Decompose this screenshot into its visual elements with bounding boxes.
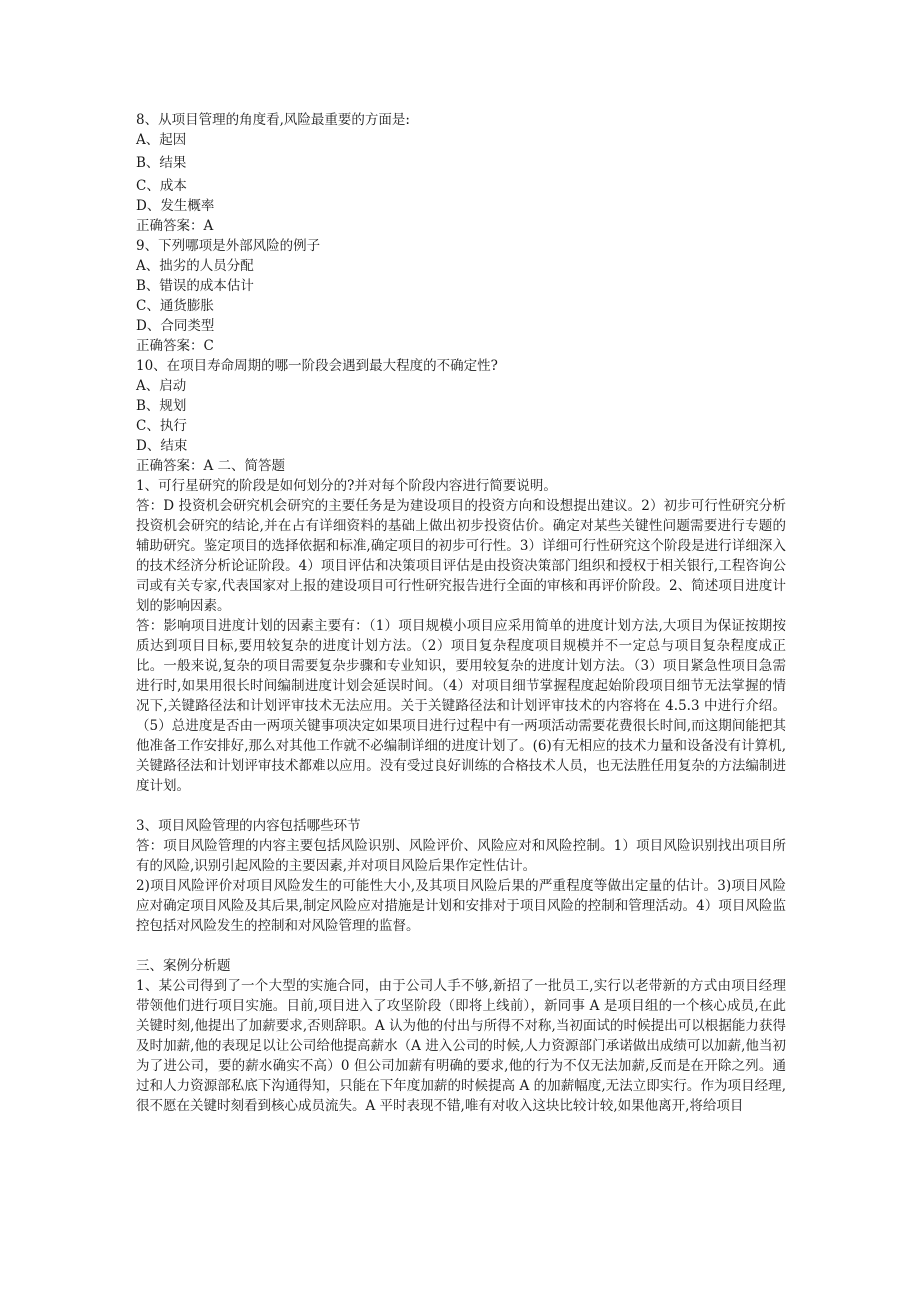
- spacer: [136, 936, 786, 956]
- q8-option-b: B、结果: [136, 155, 187, 171]
- q8-answer: 正确答案：A: [136, 218, 214, 234]
- question-9: 9、下列哪项是外部风险的例子: [136, 238, 321, 254]
- q10-answer: 正确答案：A 二、简答题: [136, 458, 286, 474]
- short-answer-2: 答：影响项目进度计划的因素主要有：（1）项目规模小项目应采用简单的进度计划方法,大项目为保证按期按质达到项目目标,要用较复杂的进度计划方法。（2）项目复杂程度项目规模并不一定总与项目复杂程度成正比。一般来说,复杂的项目需要复杂步骤和专业知识，要用较复杂的进度计划方法。（3）项目紧急性项目急需进行时,如果用很长时间编制进度计划会延误时间。（4）对项目细节掌握程度起始阶段项目细节无法掌握的情况下,关键路径法和计划评审技术无法应用。关于关键路径法和计划评审技术的内容将在 4.5.3 中进行介绍。（5）总进度是否由一两项关键事项决定如果项目进行过程中有一两项活动需要花费很长时间,而这期间能把其他准备工作安排好,那么对其他工作就不必编制详细的进度计划了。(6)有无相应的技术力量和设备没有计算机,关键路径法和计划评审技术都难以应用。没有受过良好训练的合格技术人员，也无法胜任用复杂的方法编制进度计划。: [136, 618, 786, 794]
- short-answer-3-part-1: 答：项目风险管理的内容主要包括风险识别、风险评价、风险应对和风险控制。1）项目风险识别找出项目所有的风险,识别引起风险的主要因素,并对项目风险后果作定性估计。: [136, 838, 786, 874]
- q10-option-b: B、规划: [136, 398, 187, 414]
- question-10: 10、在项目寿命周期的哪一阶段会遇到最大程度的不确定性?: [136, 358, 498, 374]
- q8-option-c: C、成本: [136, 178, 187, 194]
- question-8: 8、从项目管理的角度看,风险最重要的方面是:: [136, 112, 410, 128]
- case-analysis-heading: 三、案例分析题: [136, 958, 231, 974]
- short-question-1: 1、可行星研究的阶段是如何划分的?并对每个阶段内容进行简要说明。: [136, 478, 557, 494]
- q10-option-a: A、启动: [136, 378, 187, 394]
- q9-option-d: D、合同类型: [136, 318, 215, 334]
- short-question-3: 3、项目风险管理的内容包括哪些环节: [136, 818, 361, 834]
- short-answer-1: 答：D 投资机会研究机会研究的主要任务是为建设项目的投资方向和设想提出建议。2）初步可行性研究分析投资机会研究的结论,并在占有详细资料的基础上做出初步投资估价。确定对某些关键性问题需要进行专题的辅助研究。鉴定项目的选择依据和标准,确定项目的初步可行性。3）详细可行性研究这个阶段是进行详细深入的技术经济分析论证阶段。4）项目评估和决策项目评估是由投资决策部门组织和授权于相关银行,工程咨询公司或有关专家,代表国家对上报的建设项目可行性研究报告进行全面的审核和再评价阶段。2、简述项目进度计划的影响因素。: [136, 498, 786, 614]
- short-answer-3-part-2: 2)项目风险评价对项目风险发生的可能性大小,及其项目风险后果的严重程度等做出定量的估计。3)项目风险应对确定项目风险及其后果,制定风险应对措施是计划和安排对于项目风险的控制和管理活动。4）项目风险监控包括对风险发生的控制和对风险管理的监督。: [136, 878, 786, 934]
- q8-option-d: D、发生概率: [136, 198, 215, 214]
- q8-option-a: A、起因: [136, 132, 187, 148]
- case-analysis-text: 1、某公司得到了一个大型的实施合同，由于公司人手不够,新招了一批员工,实行以老带新的方式由项目经理带领他们进行项目实施。目前,项目进入了攻坚阶段（即将上线前），新同事 A 是项目组的一个核心成员,在此关键时刻,他提出了加薪要求,否则辞职。A 认为他的付出与所得不对称,当初面试的时候提出可以根据能力获得及时加薪,他的表现足以让公司给他提高薪水（A 进入公司的时候,人力资源部门承诺做出成绩可以加薪,他当初为了进公司，要的薪水确实不高）0 但公司加薪有明确的要求,他的行为不仅无法加薪,反而是在开除之列。通过和人力资源部私底下沟通得知，只能在下年度加薪的时候提高 A 的加薪幅度,无法立即实行。作为项目经理,很不愿在关键时刻看到核心成员流失。A 平时表现不错,唯有对收入这块比较计较,如果他离开,将给项目: [136, 978, 786, 1114]
- q10-option-c: C、执行: [136, 418, 187, 434]
- q9-option-c: C、通货膨胀: [136, 298, 214, 314]
- document-body: [136, 110, 786, 1116]
- q9-answer: 正确答案：C: [136, 338, 214, 354]
- q9-option-a: A、拙劣的人员分配: [136, 258, 254, 274]
- spacer: [136, 796, 786, 816]
- q10-option-d: D、结束: [136, 438, 188, 454]
- q9-option-b: B、错误的成本估计: [136, 278, 254, 294]
